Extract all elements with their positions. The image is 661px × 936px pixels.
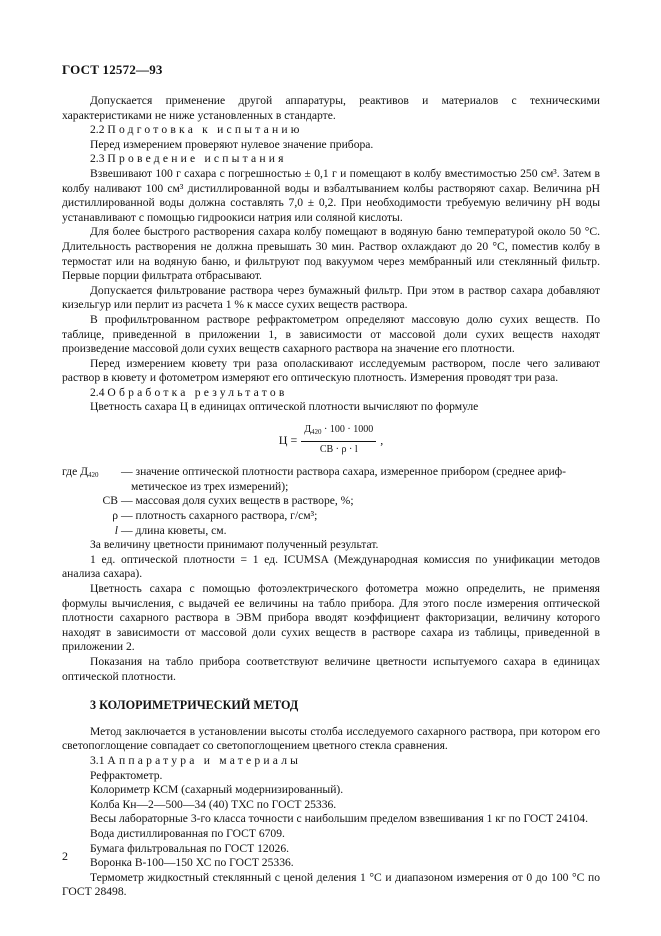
definition-line-continued: метическое из трех измерений); [131, 479, 289, 493]
paragraph: Допускается применение другой аппаратуры, реактивов и материалов с техническими характеристиками не ниже установленных в стандарте. [62, 94, 600, 122]
paragraph: В профильтрованном растворе рефрактометром определяют массовую долю сухих веществ. По таблице, приведенной в приложении 1, в зависимости от массовой доли сухих веществ находят произведение массовой доли сухих веществ сахарного раствора на значение его плотности. [62, 312, 600, 356]
formula-lhs: Ц = [278, 432, 298, 447]
subsection-heading-2-4 [62, 386, 600, 401]
list-item: Воронка В-100—150 ХС по ГОСТ 25336. [90, 856, 294, 870]
paragraph: За величину цветности принимают полученный результат. [90, 538, 379, 552]
definition-text: — массовая доля сухих веществ в растворе, %; [121, 494, 354, 508]
definition-row [62, 465, 600, 494]
paragraph: Взвешивают 100 г сахара с погрешностью ± 0,1 г и помещают в колбу вместимостью 250 см³. Затем в колбу наливают 100 см³ дистиллированной воды и взбалтыванием колбы растворяют сахар. Величина pH дистиллированной воды должна составлять 7,0 ± 0,2. При необходимости требуемую величину pH воды устанавливают с помощью гидроокиси натрия или соляной кислоты. [62, 166, 600, 224]
list-item: Колба Кн—2—500—34 (40) ТХС по ГОСТ 25336. [90, 797, 337, 811]
subsection-title: Проведение испытания [107, 152, 287, 166]
subsection-number: 3.1 [90, 753, 105, 767]
subsection-title: Подготовка к испытанию [107, 123, 303, 137]
numerator-subscript: 420 [311, 428, 322, 437]
paragraph: Цветность сахара с помощью фотоэлектрического фотометра можно определить, не применяя формулы вычисления, с выдачей ее величины на табло прибора. Для этого после измерения оптической плотности сахарного раствора в ЭВМ прибора вводят коэффициент факторизации, величину которого находят в зависимости от массовой доли сухих веществ в растворе сахара из таблицы, приведенной в приложении 2. [62, 582, 600, 654]
document-body [62, 94, 600, 900]
paragraph: Для более быстрого растворения сахара колбу помещают в водяную баню температурой около 50 °С. Длительность растворения не должна превышать 30 мин. Раствор охлаждают до 20 °С, поместив колбу в термостат или на водяную баню, и фильтруют под вакуумом через мембранный или стеклянный фильтр. Первые порции фильтрата отбрасывают. [62, 225, 600, 283]
paragraph: Цветность сахара Ц в единицах оптической плотности вычисляют по формуле [90, 400, 479, 414]
standard-header: ГОСТ 12572—93 [62, 62, 163, 77]
formula-tail: , [380, 432, 384, 447]
subsection-heading-2-2 [62, 123, 600, 138]
subsection-title: Обработка результатов [107, 385, 288, 399]
paragraph: Допускается фильтрование раствора через бумажный фильтр. При этом в раствор сахара добавляют кизельгур или перлит из расчета 1 % к массе сухих веществ раствора. [62, 283, 600, 312]
numerator-rest: · 100 · 1000 [321, 424, 374, 436]
list-item: Вода дистиллированная по ГОСТ 6709. [90, 826, 285, 840]
list-item: Колориметр КСМ (сахарный модернизированный). [90, 783, 344, 797]
page-number: 2 [62, 849, 68, 863]
list-item: Рефрактометр. [90, 768, 163, 782]
paragraph: Перед измерением проверяют нулевое значение прибора. [90, 137, 374, 151]
definition-row [62, 494, 600, 509]
definition-row [62, 509, 600, 524]
list-item: Весы лабораторные 3-го класса точности с наибольшим пределом взвешивания 1 кг по ГОСТ 24104. [90, 812, 588, 826]
where-subscript: 420 [88, 471, 99, 480]
definition-term: СВ [102, 494, 118, 508]
list-item: Термометр жидкостный стеклянный с ценой деления 1 °С и диапазоном измерения от 0 до 100 °С по ГОСТ 28498. [62, 870, 600, 899]
subsection-heading-3-1 [62, 754, 600, 769]
formula-denominator: СВ · ρ · l [319, 443, 358, 455]
definition-text [121, 465, 600, 494]
subsection-heading-2-3 [62, 152, 600, 167]
definition-term: l [114, 523, 118, 537]
subsection-title: Аппаратура и материалы [107, 753, 302, 767]
subsection-number: 2.3 [90, 152, 105, 166]
definition-line: — значение оптической плотности раствора сахара, измеренное прибором (среднее ариф- [121, 465, 567, 479]
definition-row [62, 524, 600, 539]
color-formula [62, 423, 600, 457]
section-heading-3: 3 КОЛОРИМЕТРИЧЕСКИЙ МЕТОД [90, 698, 299, 713]
paragraph: Показания на табло прибора соответствуют величине цветности испытуемого сахара в единицах оптической плотности. [62, 654, 600, 683]
paragraph: Метод заключается в установлении высоты столба исследуемого сахарного раствора, при котором его светопоглощение совпадает со светопоглощением цветного стекла сравнения. [62, 724, 600, 753]
subsection-number: 2.2 [90, 123, 105, 137]
paragraph: Перед измерением кювету три раза ополаскивают исследуемым раствором, после чего заливают раствор в кювету и фотометром измеряют его оптическую плотность. Измерения проводят три раза. [62, 356, 600, 385]
formula-numerator [301, 423, 376, 442]
definition-text: — плотность сахарного раствора, г/см³; [121, 509, 318, 523]
numerator-symbol: Д [304, 424, 312, 436]
formula-fraction [301, 423, 376, 457]
list-item: Бумага фильтровальная по ГОСТ 12026. [90, 841, 290, 855]
subsection-number: 2.4 [90, 385, 105, 399]
paragraph: 1 ед. оптической плотности = 1 ед. ICUMSA (Международная комиссия по унификации методов анализа сахара). [62, 552, 600, 581]
where-label: где Д [62, 465, 89, 479]
definition-term: ρ [112, 509, 118, 523]
formula-definitions [62, 465, 600, 538]
definition-term [62, 465, 121, 494]
definition-text: — длина кюветы, см. [121, 523, 227, 537]
